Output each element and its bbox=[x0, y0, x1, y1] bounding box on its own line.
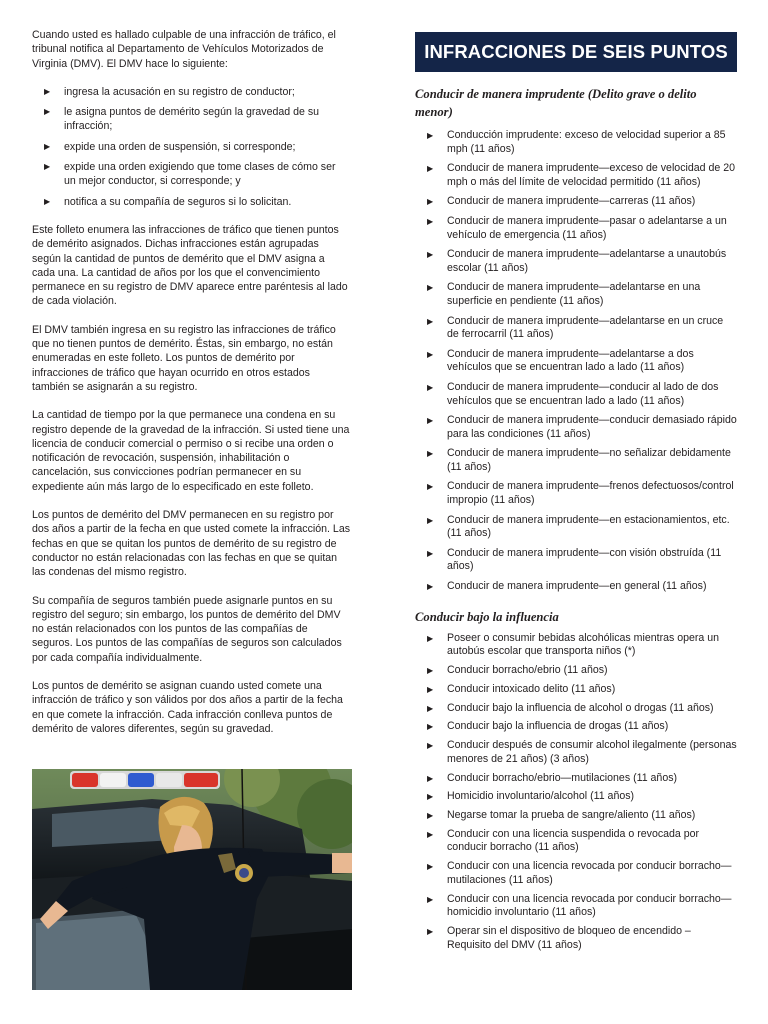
list-item: ▶ ingresa la acusación en su registro de conductor; bbox=[44, 85, 295, 98]
section-heading: Conducir de manera imprudente (Delito grave o delito menor) bbox=[415, 87, 697, 119]
list-item: ▶ Conducir con una licencia revocada por conducir borracho—mutilaciones (11 años) bbox=[427, 860, 732, 886]
list-item: ▶ Conducir de manera imprudente—adelantarse a unautobús escolar (11 años) bbox=[427, 248, 727, 274]
body-paragraph: Su compañía de seguros también puede asignarle puntos en su registro del seguro; sin embargo, los puntos de demérito del DMV no están relacionados con los puntos de las compañías de seguros. Los puntos de las compañías de seguros son calculados por cada compañía individualmente. bbox=[32, 594, 342, 664]
triangle-bullet-icon: ▶ bbox=[44, 141, 51, 151]
list-item: ▶ expide una orden exigiendo que tome clases de cómo ser un mejor conductor, si corresponde; y bbox=[44, 161, 336, 188]
list-item: ▶ Conducir borracho/ebrio—mutilaciones (11 años) bbox=[427, 771, 678, 784]
list-item: ▶ Conducir de manera imprudente—adelantarse en un cruce de ferrocarril (11 años) bbox=[427, 314, 724, 341]
list-item: ▶ Conducir de manera imprudente—pasar o adelantarse a un vehículo de emergencia (11 años) bbox=[427, 214, 727, 241]
triangle-bullet-icon: ▶ bbox=[44, 86, 51, 96]
triangle-bullet-icon: ▶ bbox=[427, 349, 434, 359]
triangle-bullet-icon: ▶ bbox=[427, 894, 434, 904]
triangle-bullet-icon: ▶ bbox=[427, 703, 434, 713]
list-item: ▶ Conducción imprudente: exceso de velocidad superior a 85 mph (11 años) bbox=[427, 129, 726, 155]
list-item: ▶ Conducir después de consumir alcohol ilegalmente (personas menores de 21 años) (3 años) bbox=[427, 739, 737, 765]
list-item: ▶ Conducir de manera imprudente—conducir demasiado rápido para las condiciones (11 años) bbox=[427, 414, 737, 440]
body-paragraph: Los puntos de demérito se asignan cuando usted comete una infracción de tráfico y son válidos por dos años a partir de la fecha en que comete la infracción. Cada infracción conlleva puntos de demérito de valores diferentes, según su gravedad. bbox=[32, 679, 343, 735]
triangle-bullet-icon: ▶ bbox=[427, 741, 434, 751]
triangle-bullet-icon: ▶ bbox=[427, 684, 434, 694]
list-item: ▶ Conducir de manera imprudente—adelantarse en una superficie en pendiente (11 años) bbox=[427, 281, 701, 307]
list-item: ▶ Conducir intoxicado delito (11 años) bbox=[427, 682, 616, 695]
triangle-bullet-icon: ▶ bbox=[427, 250, 434, 260]
police-scene-illustration bbox=[32, 769, 352, 990]
list-item: ▶ expide una orden de suspensión, si corresponde; bbox=[44, 140, 296, 153]
triangle-bullet-icon: ▶ bbox=[427, 773, 434, 783]
triangle-bullet-icon: ▶ bbox=[427, 515, 434, 525]
right-column bbox=[415, 32, 737, 957]
list-item: ▶ Conducir con una licencia revocada por conducir borracho—homicidio involuntario (11 años) bbox=[427, 892, 732, 919]
police-officer-photo bbox=[32, 769, 352, 990]
triangle-bullet-icon: ▶ bbox=[44, 162, 51, 172]
triangle-bullet-icon: ▶ bbox=[427, 197, 434, 207]
list-item: ▶ Conducir de manera imprudente—no señalizar debidamente (11 años) bbox=[427, 447, 731, 473]
list-item: ▶ Conducir de manera imprudente—conducir al lado de dos vehículos que se encuentran lado a lado (11 años) bbox=[427, 380, 719, 407]
list-item: ▶ Conducir de manera imprudente—en general (11 años) bbox=[427, 580, 707, 593]
triangle-bullet-icon: ▶ bbox=[44, 107, 51, 117]
triangle-bullet-icon: ▶ bbox=[427, 829, 434, 839]
body-paragraph: El DMV también ingresa en su registro las infracciones de tráfico que no tienen puntos de demérito. Éstas, sin embargo, no están enumeradas en este folleto. Los puntos de demérito por infracciones de tráfico que hayan ocurrido en otros estados también se asignarán a su registro. bbox=[32, 323, 336, 393]
triangle-bullet-icon: ▶ bbox=[427, 862, 434, 872]
list-item: ▶ notifica a su compañía de seguros si lo solicitan. bbox=[44, 195, 292, 208]
section-title-banner bbox=[415, 32, 737, 72]
section-heading: Conducir bajo la influencia bbox=[415, 609, 559, 624]
list-item: ▶ Operar sin el dispositivo de bloqueo de encendido – Requisito del DMV (11 años) bbox=[427, 924, 691, 951]
list-item: ▶ Conducir con una licencia suspendida o revocada por conducir borracho (11 años) bbox=[427, 827, 700, 854]
list-item: ▶ Homicidio involuntario/alcohol (11 años) bbox=[427, 790, 635, 803]
triangle-bullet-icon: ▶ bbox=[427, 216, 434, 226]
triangle-bullet-icon: ▶ bbox=[427, 482, 434, 492]
list-item: ▶ Conducir bajo la influencia de drogas (11 años) bbox=[427, 720, 669, 733]
list-item: ▶ Conducir de manera imprudente—exceso de velocidad de 20 mph o más del límite de velocidad permitido (11 años) bbox=[427, 162, 735, 188]
list-item: ▶ Poseer o consumir bebidas alcohólicas mientras opera un autobús escolar que transporta niños (*) bbox=[427, 631, 720, 658]
list-item: ▶ Conducir de manera imprudente—carreras (11 años) bbox=[427, 195, 696, 208]
triangle-bullet-icon: ▶ bbox=[44, 196, 51, 206]
triangle-bullet-icon: ▶ bbox=[427, 666, 434, 675]
body-paragraph: La cantidad de tiempo por la que permanece una condena en su registro depende de la gravedad de la infracción. Si usted tiene una licencia de conducir comercial o permiso o si recibe una orden o notificación de revocación, suspensión, inhabilitación o cancelación, sus convicciones podrían permanecer en su expediente aún más largo de lo especificado en este folleto. bbox=[32, 409, 350, 493]
triangle-bullet-icon: ▶ bbox=[427, 316, 434, 326]
triangle-bullet-icon: ▶ bbox=[427, 926, 434, 936]
body-paragraph: Los puntos de demérito del DMV permanecen en su registro por dos años a partir de la fecha en que usted comete la infracción. Las fechas en que se quitan los puntos de demérito de su registro de conductor no están relacionadas con las fechas en que se quitan las condenas del mismo registro. bbox=[32, 509, 351, 579]
body-paragraph: Este folleto enumera las infracciones de tráfico que tienen puntos de demérito asignados. Dichas infracciones están agrupadas según la cantidad de puntos de demérito que el DMV asigna a cada una. La cantidad de años por los que el convencimiento permanece en su registro de DMV aparece entre paréntesis al lado de cada violación. bbox=[32, 223, 348, 308]
triangle-bullet-icon: ▶ bbox=[427, 283, 434, 293]
triangle-bullet-icon: ▶ bbox=[427, 792, 434, 802]
violations-list-reckless bbox=[415, 129, 737, 594]
list-item: ▶ Conducir de manera imprudente—en estacionamientos, etc. (11 años) bbox=[427, 513, 730, 540]
triangle-bullet-icon: ▶ bbox=[427, 548, 434, 558]
list-item: ▶ Negarse tomar la prueba de sangre/aliento (11 años) bbox=[427, 809, 696, 822]
triangle-bullet-icon: ▶ bbox=[427, 633, 434, 643]
intro-paragraph: Cuando usted es hallado culpable de una infracción de tráfico, el tribunal notifica al Departamento de Vehículos Motorizados de Virginia (DMV). El DMV hace lo siguiente: bbox=[32, 29, 336, 70]
triangle-bullet-icon: ▶ bbox=[427, 416, 434, 426]
triangle-bullet-icon: ▶ bbox=[427, 722, 434, 732]
list-item: ▶ le asigna puntos de demérito según la gravedad de su infracción; bbox=[44, 106, 320, 133]
triangle-bullet-icon: ▶ bbox=[427, 382, 434, 392]
triangle-bullet-icon: ▶ bbox=[427, 811, 434, 821]
dmv-actions-list bbox=[32, 85, 350, 209]
triangle-bullet-icon: ▶ bbox=[427, 582, 434, 592]
list-item: ▶ Conducir de manera imprudente—frenos defectuosos/control impropio (11 años) bbox=[427, 480, 734, 507]
list-item: ▶ Conducir bajo la influencia de alcohol o drogas (11 años) bbox=[427, 701, 714, 714]
list-item: ▶ Conducir borracho/ebrio (11 años) bbox=[427, 664, 608, 676]
list-item: ▶ Conducir de manera imprudente—adelantarse a dos vehículos que se encuentran lado a lado (11 años) bbox=[427, 347, 694, 374]
left-column bbox=[32, 28, 350, 750]
violations-list-influence bbox=[415, 632, 737, 953]
list-item: ▶ Conducir de manera imprudente—con visión obstruída (11 años) bbox=[427, 546, 722, 573]
triangle-bullet-icon: ▶ bbox=[427, 449, 434, 459]
triangle-bullet-icon: ▶ bbox=[427, 164, 434, 174]
triangle-bullet-icon: ▶ bbox=[427, 131, 434, 140]
page-title: INFRACCIONES DE SEIS PUNTOS bbox=[424, 41, 728, 62]
